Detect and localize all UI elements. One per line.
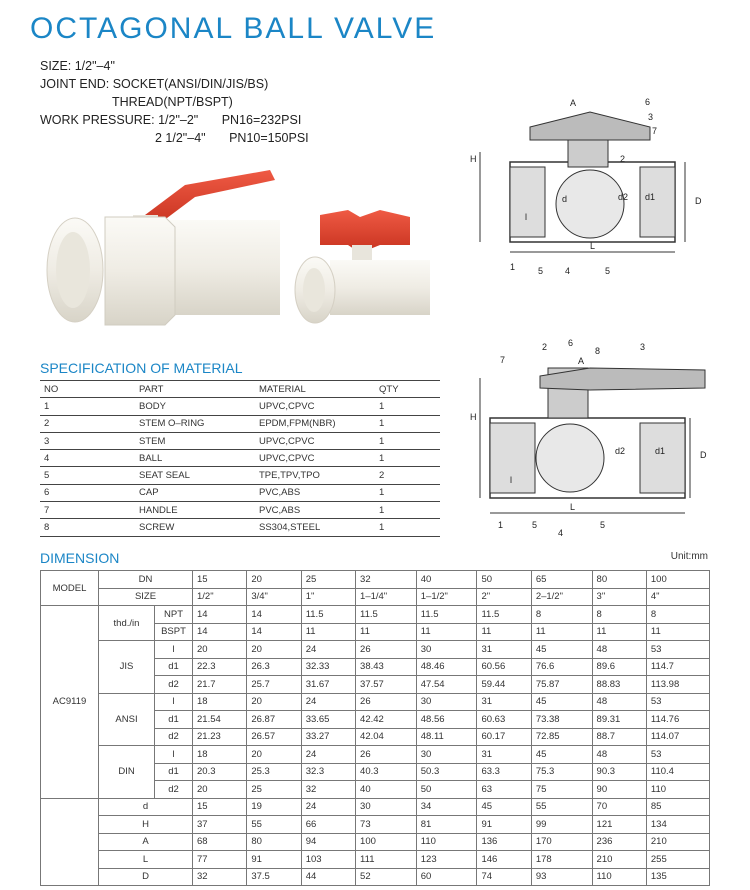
big_l-label: L bbox=[99, 851, 193, 869]
bspt-value: 14 bbox=[247, 623, 301, 641]
big_l-value: 91 bbox=[247, 851, 301, 869]
joint-end-spec: JOINT END: SOCKET(ANSI/DIN/JIS/BS) bbox=[40, 77, 269, 91]
d-value: 70 bbox=[592, 798, 646, 816]
bspt-value: 11 bbox=[592, 623, 646, 641]
table-row bbox=[41, 641, 710, 659]
big_l-value: 255 bbox=[646, 851, 709, 869]
size-spec: SIZE: 1/2"–4" bbox=[40, 59, 115, 73]
jis_l-value: 45 bbox=[531, 641, 592, 659]
ansi_l-value: 30 bbox=[416, 693, 477, 711]
work-pressure-range-1: WORK PRESSURE: 1/2"–2" bbox=[40, 113, 199, 127]
unit-label: Unit:mm bbox=[670, 551, 708, 562]
din-label: DIN bbox=[99, 746, 155, 799]
din_d2-value: 50 bbox=[416, 781, 477, 799]
cell: STEM O–RING bbox=[135, 415, 255, 432]
header-qty: QTY bbox=[375, 381, 440, 398]
model-value: AC9119 bbox=[41, 606, 99, 799]
d2-label: d2 bbox=[155, 728, 193, 746]
ansi-label: ANSI bbox=[99, 693, 155, 746]
ansi_d1-value: 60.63 bbox=[477, 711, 531, 729]
d-value: 19 bbox=[247, 798, 301, 816]
ansi_l-value: 18 bbox=[193, 693, 247, 711]
pressure-value-1: PN16=232PSI bbox=[221, 113, 302, 127]
label-H-2: H bbox=[470, 412, 477, 422]
size-value: 2" bbox=[477, 588, 531, 606]
din_l-value: 53 bbox=[646, 746, 709, 764]
jis_d2-value: 31.67 bbox=[301, 676, 355, 694]
a-value: 110 bbox=[416, 833, 477, 851]
header-no: NO bbox=[40, 381, 135, 398]
bspt-value: 11 bbox=[356, 623, 417, 641]
table-row bbox=[40, 450, 440, 467]
cell: BALL bbox=[135, 450, 255, 467]
label-7-2: 7 bbox=[500, 355, 506, 365]
label-L: L bbox=[590, 241, 596, 251]
cell: CAP bbox=[135, 484, 255, 501]
cell: 7 bbox=[40, 502, 135, 519]
din_l-value: 20 bbox=[247, 746, 301, 764]
h-value: 81 bbox=[416, 816, 477, 834]
dn-value: 100 bbox=[646, 571, 709, 589]
bspt-value: 11 bbox=[416, 623, 477, 641]
big_d-value: 52 bbox=[356, 868, 417, 886]
jis_d2-value: 59.44 bbox=[477, 676, 531, 694]
label-1-2: 1 bbox=[498, 520, 504, 530]
ansi_d1-value: 26.87 bbox=[247, 711, 301, 729]
spec-summary bbox=[40, 57, 309, 147]
cell: SS304,STEEL bbox=[255, 519, 375, 536]
label-2-2: 2 bbox=[542, 342, 548, 352]
ansi_d2-value: 88.7 bbox=[592, 728, 646, 746]
cell: SEAT SEAL bbox=[135, 467, 255, 484]
d1-label: d1 bbox=[155, 658, 193, 676]
d-label: d bbox=[99, 798, 193, 816]
ansi_l-value: 53 bbox=[646, 693, 709, 711]
label-3-2: 3 bbox=[640, 342, 646, 352]
npt-value: 11.5 bbox=[477, 606, 531, 624]
cell: 3 bbox=[40, 432, 135, 449]
jis_d1-value: 22.3 bbox=[193, 658, 247, 676]
large-valve-photo bbox=[35, 165, 300, 340]
cell: 2 bbox=[40, 415, 135, 432]
big_l-value: 77 bbox=[193, 851, 247, 869]
big_l-value: 103 bbox=[301, 851, 355, 869]
din_d2-value: 110 bbox=[646, 781, 709, 799]
jis_l-value: 20 bbox=[193, 641, 247, 659]
bspt-value: 11 bbox=[646, 623, 709, 641]
header-part: PART bbox=[135, 381, 255, 398]
label-d2-2: d2 bbox=[615, 446, 626, 456]
table-row bbox=[41, 798, 710, 816]
cell: 1 bbox=[40, 398, 135, 415]
jis_l-value: 20 bbox=[247, 641, 301, 659]
label-5b-2: 5 bbox=[600, 520, 606, 530]
dn-value: 65 bbox=[531, 571, 592, 589]
model-header: MODEL bbox=[41, 571, 99, 606]
din_d1-value: 63.3 bbox=[477, 763, 531, 781]
ansi_l-value: 31 bbox=[477, 693, 531, 711]
label-6-2: 6 bbox=[568, 338, 574, 348]
dn-value: 25 bbox=[301, 571, 355, 589]
label-5a-2: 5 bbox=[532, 520, 538, 530]
jis_d2-value: 113.98 bbox=[646, 676, 709, 694]
din_d2-value: 32 bbox=[301, 781, 355, 799]
cell: 1 bbox=[375, 519, 440, 536]
npt-label: NPT bbox=[155, 606, 193, 624]
table-row bbox=[40, 398, 440, 415]
d-value: 24 bbox=[301, 798, 355, 816]
jis_d2-value: 21.7 bbox=[193, 676, 247, 694]
dn-value: 40 bbox=[416, 571, 477, 589]
l-label: l bbox=[155, 641, 193, 659]
ansi_d1-value: 73.38 bbox=[531, 711, 592, 729]
jis_l-value: 53 bbox=[646, 641, 709, 659]
h-value: 55 bbox=[247, 816, 301, 834]
din_d1-value: 75.3 bbox=[531, 763, 592, 781]
label-d1-2: d1 bbox=[655, 446, 666, 456]
a-value: 170 bbox=[531, 833, 592, 851]
small-valve-photo bbox=[290, 205, 450, 330]
h-value: 121 bbox=[592, 816, 646, 834]
npt-value: 14 bbox=[193, 606, 247, 624]
npt-value: 8 bbox=[592, 606, 646, 624]
label-2: 2 bbox=[620, 154, 626, 164]
a-value: 210 bbox=[646, 833, 709, 851]
d-value: 30 bbox=[356, 798, 417, 816]
ansi_d1-value: 89.31 bbox=[592, 711, 646, 729]
d-value: 85 bbox=[646, 798, 709, 816]
label-4: 4 bbox=[565, 266, 571, 276]
din_d2-value: 75 bbox=[531, 781, 592, 799]
din_l-value: 45 bbox=[531, 746, 592, 764]
cell: 5 bbox=[40, 467, 135, 484]
table-row bbox=[41, 606, 710, 624]
cell: 6 bbox=[40, 484, 135, 501]
work-pressure-spec-1 bbox=[40, 111, 309, 129]
cell: HANDLE bbox=[135, 502, 255, 519]
joint-end-thread-spec: THREAD(NPT/BSPT) bbox=[112, 95, 233, 109]
label-1: 1 bbox=[510, 262, 516, 272]
jis_d1-value: 32.33 bbox=[301, 658, 355, 676]
label-d1: d1 bbox=[645, 192, 656, 202]
d-value: 34 bbox=[416, 798, 477, 816]
label-7: 7 bbox=[652, 126, 658, 136]
table-row bbox=[41, 833, 710, 851]
cell: UPVC,CPVC bbox=[255, 432, 375, 449]
cell: UPVC,CPVC bbox=[255, 398, 375, 415]
din_l-value: 26 bbox=[356, 746, 417, 764]
label-A: A bbox=[570, 98, 577, 108]
big_d-value: 32 bbox=[193, 868, 247, 886]
label-6: 6 bbox=[645, 97, 651, 107]
label-l-2: l bbox=[510, 475, 512, 485]
cell: EPDM,FPM(NBR) bbox=[255, 415, 375, 432]
model-blank bbox=[41, 798, 99, 886]
cell: 1 bbox=[375, 398, 440, 415]
table-row bbox=[40, 519, 440, 536]
dn-value: 80 bbox=[592, 571, 646, 589]
table-row bbox=[40, 502, 440, 519]
dimension-section-title: DIMENSION bbox=[40, 550, 120, 566]
jis_d2-value: 47.54 bbox=[416, 676, 477, 694]
jis-label: JIS bbox=[99, 641, 155, 694]
a-value: 80 bbox=[247, 833, 301, 851]
ansi_d2-value: 26.57 bbox=[247, 728, 301, 746]
cell: 1 bbox=[375, 484, 440, 501]
ansi_d2-value: 42.04 bbox=[356, 728, 417, 746]
cell: 1 bbox=[375, 502, 440, 519]
jis_l-value: 48 bbox=[592, 641, 646, 659]
jis_d1-value: 60.56 bbox=[477, 658, 531, 676]
bspt-value: 11 bbox=[477, 623, 531, 641]
npt-value: 8 bbox=[646, 606, 709, 624]
din_d1-value: 40.3 bbox=[356, 763, 417, 781]
label-8-2: 8 bbox=[595, 346, 601, 356]
din_l-value: 48 bbox=[592, 746, 646, 764]
cell: SCREW bbox=[135, 519, 255, 536]
jis_d1-value: 114.7 bbox=[646, 658, 709, 676]
ansi_d1-value: 114.76 bbox=[646, 711, 709, 729]
size-value: 1–1/2" bbox=[416, 588, 477, 606]
table-row bbox=[41, 571, 710, 589]
jis_d1-value: 38.43 bbox=[356, 658, 417, 676]
h-value: 99 bbox=[531, 816, 592, 834]
label-l: l bbox=[525, 212, 527, 222]
big_d-label: D bbox=[99, 868, 193, 886]
big_d-value: 44 bbox=[301, 868, 355, 886]
cell: 8 bbox=[40, 519, 135, 536]
size-value: 3" bbox=[592, 588, 646, 606]
din_d1-value: 90.3 bbox=[592, 763, 646, 781]
ansi_d2-value: 114.07 bbox=[646, 728, 709, 746]
ansi_d2-value: 48.11 bbox=[416, 728, 477, 746]
bspt-value: 14 bbox=[193, 623, 247, 641]
dn-value: 15 bbox=[193, 571, 247, 589]
table-row bbox=[41, 588, 710, 606]
label-D: D bbox=[695, 196, 702, 206]
label-3: 3 bbox=[648, 112, 654, 122]
ansi_l-value: 20 bbox=[247, 693, 301, 711]
ansi_l-value: 45 bbox=[531, 693, 592, 711]
cell: UPVC,CPVC bbox=[255, 450, 375, 467]
size-value: 1/2" bbox=[193, 588, 247, 606]
l-label: l bbox=[155, 746, 193, 764]
ansi_d2-value: 60.17 bbox=[477, 728, 531, 746]
label-d: d bbox=[562, 194, 568, 204]
h-value: 134 bbox=[646, 816, 709, 834]
big_l-value: 178 bbox=[531, 851, 592, 869]
cell: PVC,ABS bbox=[255, 502, 375, 519]
dn-header: DN bbox=[99, 571, 193, 589]
cell: BODY bbox=[135, 398, 255, 415]
big_l-value: 210 bbox=[592, 851, 646, 869]
table-row bbox=[40, 484, 440, 501]
d-value: 15 bbox=[193, 798, 247, 816]
big_l-value: 146 bbox=[477, 851, 531, 869]
npt-value: 11.5 bbox=[301, 606, 355, 624]
jis_d1-value: 76.6 bbox=[531, 658, 592, 676]
d1-label: d1 bbox=[155, 763, 193, 781]
pressure-value-2: PN10=150PSI bbox=[229, 131, 309, 145]
ansi_l-value: 26 bbox=[356, 693, 417, 711]
jis_d2-value: 75.87 bbox=[531, 676, 592, 694]
a-value: 94 bbox=[301, 833, 355, 851]
size-value: 1–1/4" bbox=[356, 588, 417, 606]
bspt-value: 11 bbox=[301, 623, 355, 641]
din_l-value: 24 bbox=[301, 746, 355, 764]
size-value: 4" bbox=[646, 588, 709, 606]
din_d2-value: 25 bbox=[247, 781, 301, 799]
valve-section-diagram-top bbox=[470, 92, 710, 277]
cell: 1 bbox=[375, 450, 440, 467]
cell: STEM bbox=[135, 432, 255, 449]
table-row bbox=[41, 868, 710, 886]
work-pressure-spec-2 bbox=[40, 129, 309, 147]
jis_l-value: 30 bbox=[416, 641, 477, 659]
dn-value: 20 bbox=[247, 571, 301, 589]
h-label: H bbox=[99, 816, 193, 834]
header-material: MATERIAL bbox=[255, 381, 375, 398]
din_l-value: 30 bbox=[416, 746, 477, 764]
din_d1-value: 110.4 bbox=[646, 763, 709, 781]
big_d-value: 60 bbox=[416, 868, 477, 886]
size-value: 3/4" bbox=[247, 588, 301, 606]
jis_d1-value: 48.46 bbox=[416, 658, 477, 676]
page-title: OCTAGONAL BALL VALVE bbox=[30, 12, 437, 45]
big_d-value: 110 bbox=[592, 868, 646, 886]
din_d1-value: 25.3 bbox=[247, 763, 301, 781]
label-5a: 5 bbox=[538, 266, 544, 276]
ansi_d1-value: 21.54 bbox=[193, 711, 247, 729]
cell: 1 bbox=[375, 432, 440, 449]
ansi_d2-value: 33.27 bbox=[301, 728, 355, 746]
jis_d2-value: 88.83 bbox=[592, 676, 646, 694]
big_l-value: 123 bbox=[416, 851, 477, 869]
ansi_d2-value: 21.23 bbox=[193, 728, 247, 746]
ansi_l-value: 24 bbox=[301, 693, 355, 711]
cell: 4 bbox=[40, 450, 135, 467]
din_d1-value: 50.3 bbox=[416, 763, 477, 781]
din_d1-value: 32.3 bbox=[301, 763, 355, 781]
din_l-value: 18 bbox=[193, 746, 247, 764]
cell: PVC,ABS bbox=[255, 484, 375, 501]
label-D-2: D bbox=[700, 450, 707, 460]
label-d2: d2 bbox=[618, 192, 629, 202]
table-row bbox=[41, 851, 710, 869]
jis_d1-value: 89.6 bbox=[592, 658, 646, 676]
material-table bbox=[40, 380, 440, 537]
label-5b: 5 bbox=[605, 266, 611, 276]
npt-value: 11.5 bbox=[416, 606, 477, 624]
ansi_l-value: 48 bbox=[592, 693, 646, 711]
table-row bbox=[41, 693, 710, 711]
a-value: 100 bbox=[356, 833, 417, 851]
label-4-2: 4 bbox=[558, 528, 564, 538]
jis_d2-value: 37.57 bbox=[356, 676, 417, 694]
din_d2-value: 20 bbox=[193, 781, 247, 799]
table-row bbox=[40, 432, 440, 449]
cell: 1 bbox=[375, 415, 440, 432]
d-value: 45 bbox=[477, 798, 531, 816]
jis_l-value: 31 bbox=[477, 641, 531, 659]
dimension-table bbox=[40, 570, 710, 886]
h-value: 91 bbox=[477, 816, 531, 834]
table-row bbox=[40, 467, 440, 484]
npt-value: 14 bbox=[247, 606, 301, 624]
big_d-value: 135 bbox=[646, 868, 709, 886]
npt-value: 11.5 bbox=[356, 606, 417, 624]
big_d-value: 37.5 bbox=[247, 868, 301, 886]
a-label: A bbox=[99, 833, 193, 851]
label-H: H bbox=[470, 154, 477, 164]
jis_l-value: 26 bbox=[356, 641, 417, 659]
size-value: 2–1/2" bbox=[531, 588, 592, 606]
din_d2-value: 90 bbox=[592, 781, 646, 799]
d1-label: d1 bbox=[155, 711, 193, 729]
a-value: 68 bbox=[193, 833, 247, 851]
d-value: 55 bbox=[531, 798, 592, 816]
table-header-row bbox=[40, 381, 440, 398]
din_d2-value: 63 bbox=[477, 781, 531, 799]
bspt-value: 11 bbox=[531, 623, 592, 641]
din_d1-value: 20.3 bbox=[193, 763, 247, 781]
ansi_d1-value: 48.56 bbox=[416, 711, 477, 729]
npt-value: 8 bbox=[531, 606, 592, 624]
a-value: 136 bbox=[477, 833, 531, 851]
size-value: 1" bbox=[301, 588, 355, 606]
cell: TPE,TPV,TPO bbox=[255, 467, 375, 484]
ansi_d1-value: 33.65 bbox=[301, 711, 355, 729]
din_l-value: 31 bbox=[477, 746, 531, 764]
d2-label: d2 bbox=[155, 676, 193, 694]
jis_d1-value: 26.3 bbox=[247, 658, 301, 676]
ansi_d2-value: 72.85 bbox=[531, 728, 592, 746]
table-row bbox=[41, 816, 710, 834]
d2-label: d2 bbox=[155, 781, 193, 799]
bspt-label: BSPT bbox=[155, 623, 193, 641]
h-value: 66 bbox=[301, 816, 355, 834]
ansi_d1-value: 42.42 bbox=[356, 711, 417, 729]
label-A-2: A bbox=[578, 356, 585, 366]
h-value: 73 bbox=[356, 816, 417, 834]
work-pressure-range-2: 2 1/2"–4" bbox=[155, 131, 206, 145]
dn-value: 32 bbox=[356, 571, 417, 589]
a-value: 236 bbox=[592, 833, 646, 851]
big_l-value: 111 bbox=[356, 851, 417, 869]
table-row bbox=[40, 415, 440, 432]
l-label: l bbox=[155, 693, 193, 711]
jis_l-value: 24 bbox=[301, 641, 355, 659]
big_d-value: 93 bbox=[531, 868, 592, 886]
valve-section-diagram-bottom bbox=[470, 338, 715, 538]
din_d2-value: 40 bbox=[356, 781, 417, 799]
cell: 2 bbox=[375, 467, 440, 484]
jis_d2-value: 25.7 bbox=[247, 676, 301, 694]
dn-value: 50 bbox=[477, 571, 531, 589]
table-row bbox=[41, 746, 710, 764]
material-section-title: SPECIFICATION OF MATERIAL bbox=[40, 360, 243, 376]
size-header: SIZE bbox=[99, 588, 193, 606]
label-L-2: L bbox=[570, 502, 576, 512]
h-value: 37 bbox=[193, 816, 247, 834]
big_d-value: 74 bbox=[477, 868, 531, 886]
thd-label: thd./in bbox=[99, 606, 155, 641]
